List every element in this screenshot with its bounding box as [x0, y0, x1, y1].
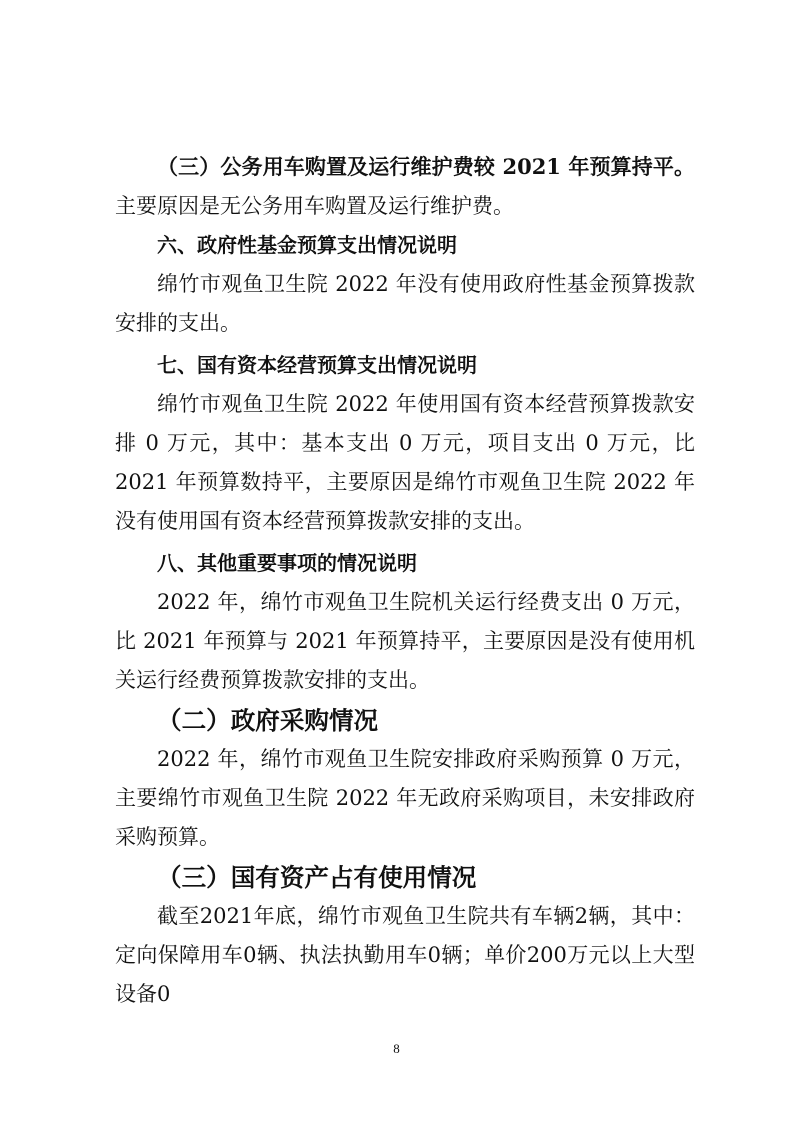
- section-8-heading: 八、其他重要事项的情况说明: [157, 551, 417, 575]
- section-6-heading: 六、政府性基金预算支出情况说明: [157, 233, 457, 257]
- procurement-heading: （二）政府采购情况: [157, 706, 379, 735]
- vehicle-cost-paragraph: [115, 147, 695, 226]
- page-number: 8: [393, 1041, 400, 1056]
- state-assets-heading: （三）国有资产占有使用情况: [157, 863, 477, 892]
- section-7-heading: 七、国有资本经营预算支出情况说明: [157, 353, 477, 377]
- section-6-body: 绵竹市观鱼卫生院 2022 年没有使用政府性基金预算拨款安排的支出。: [115, 272, 695, 335]
- vehicle-cost-body: 主要原因是无公务用车购置及运行维护费。: [115, 194, 514, 218]
- section-7-body: 绵竹市观鱼卫生院 2022 年使用国有资本经营预算拨款安排 0 万元，其中：基本支出 0 万元，项目支出 0 万元，比 2021 年预算数持平，主要原因是绵竹市观鱼卫生院 2022 年没有使用国有资本经营预算拨款安排的支出。: [115, 392, 695, 533]
- section-8-body: 2022 年，绵竹市观鱼卫生院机关运行经费支出 0 万元，比 2021 年预算与 2021 年预算持平，主要原因是没有使用机关运行经费预算拨款安排的支出。: [115, 590, 695, 692]
- procurement-body: 2022 年，绵竹市观鱼卫生院安排政府采购预算 0 万元，主要绵竹市观鱼卫生院 2022 年无政府采购项目，未安排政府采购预算。: [115, 747, 695, 849]
- vehicle-cost-heading: （三）公务用车购置及运行维护费较 2021 年预算持平。: [157, 154, 695, 179]
- state-assets-body: 截至2021年底，绵竹市观鱼卫生院共有车辆2辆，其中：定向保障用车0辆、执法执勤用车0辆；单价200万元以上大型设备0: [115, 904, 695, 1006]
